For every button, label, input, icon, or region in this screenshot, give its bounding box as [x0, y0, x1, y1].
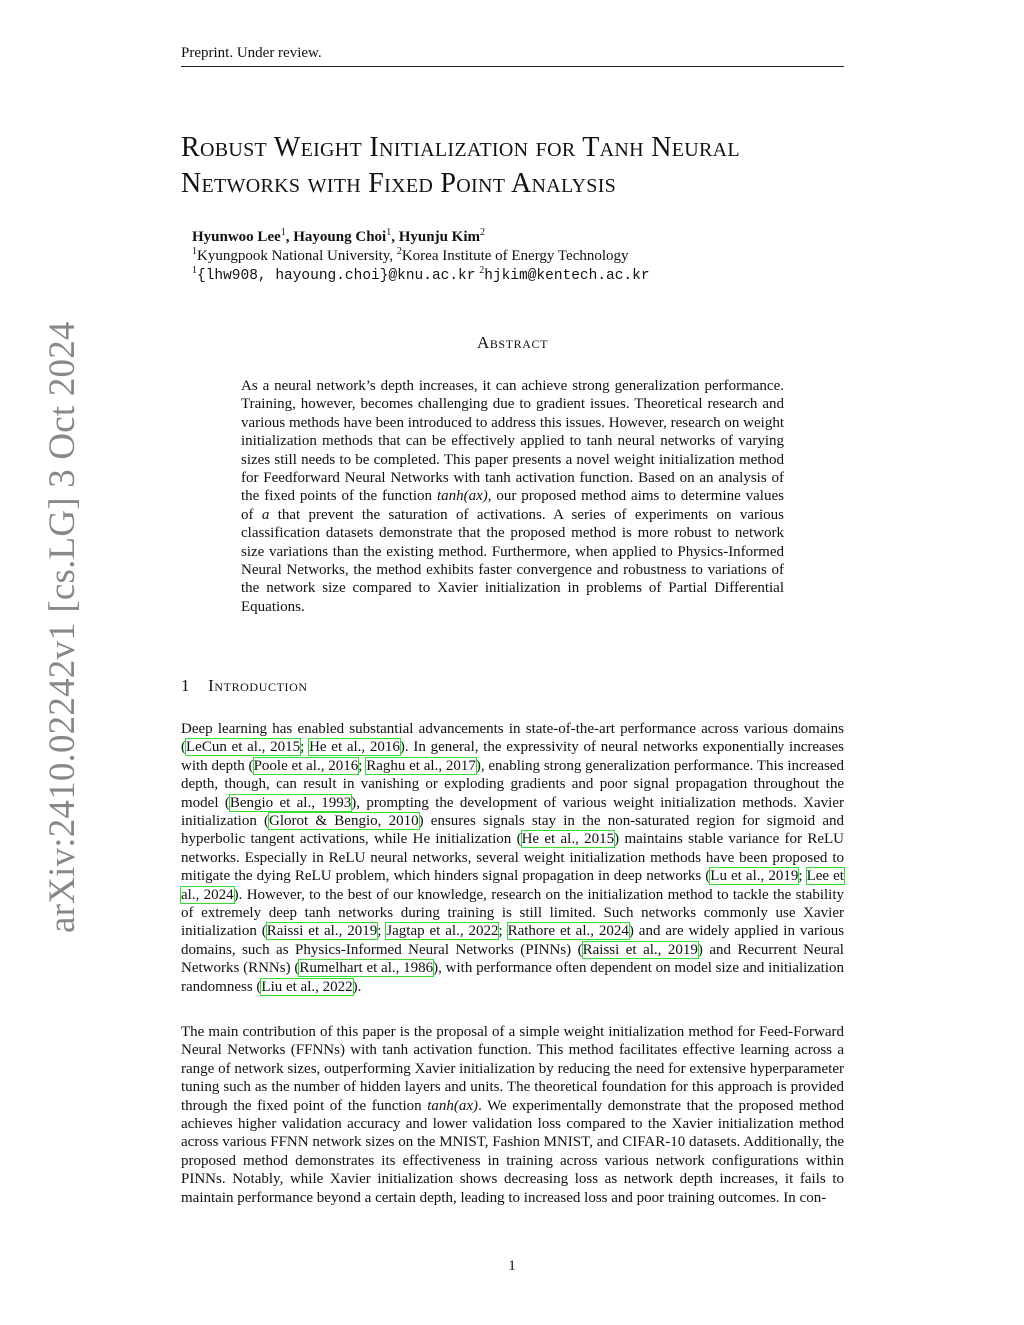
math-tanh-ax: tanh(ax)	[427, 1097, 479, 1114]
author-names: Hyunwoo Lee$^1$, Hayoung Choi$^1$, Hyunju Kim$^2$	[192, 227, 485, 245]
citation-link[interactable]: Lu et al., 2019	[710, 868, 799, 885]
intro-paragraph-1: Deep learning has enabled substantial advancements in state-of-the-art performance across various domains (LeCun et al., 2015; He et al., 2016). In general, the expressivity of neural networks exponentially increases with depth (Poole et al., 2016; Raghu et al., 2017), enabling strong generalization performance. This increased depth, though, can result in vanishing or exploding gradients and poor signal propagation throughout the model (Bengio et al., 1993), prompting the development of various weight initialization methods. Xavier initialization (Glorot & Bengio, 2010) ensures signals stay in the non-saturated region for sigmoid and hyperbolic tangent activations, while He initialization (He et al., 2015) maintains stable variance for ReLU networks. Especially in ReLU neural networks, several weight initialization methods have been proposed to mitigate the dying ReLU problem, which hinders signal propagation in deep networks (Lu et al., 2019; Lee et al., 2024). However, to the best of our knowledge, research on the initialization method to tackle the stability of extremely deep tanh networks during training is still limited. Such networks commonly use Xavier initialization (Raissi et al., 2019; Jagtap et al., 2022; Rathore et al., 2024) and are widely applied in various domains, such as Physics-Informed Neural Networks (PINNs) (Raissi et al., 2019) and Recurrent Neural Networks (RNNs) (Rumelhart et al., 1986), with performance often dependent on model size and initialization randomness (Liu et al., 2022).	[181, 721, 845, 995]
citation-link[interactable]: Raissi et al., 2019	[582, 941, 698, 958]
author-name: Hyunwoo Lee	[192, 229, 281, 245]
email-knu[interactable]: {lhw908, hayoung.choi}@knu.ac.kr	[197, 268, 476, 284]
citation-link[interactable]: Glorot & Bengio, 2010	[269, 813, 419, 830]
math-a: a	[261, 506, 270, 523]
citation-link[interactable]: Rathore et al., 2024	[507, 923, 629, 940]
author-block	[192, 228, 832, 286]
citation-link[interactable]: Bengio et al., 1993	[229, 794, 352, 811]
citation-link[interactable]: Poole et al., 2016	[253, 757, 359, 774]
citation-link[interactable]: He et al., 2016	[309, 739, 400, 756]
section-title: Introduction	[208, 676, 308, 695]
citation-link[interactable]: Raghu et al., 2017	[366, 757, 476, 774]
paper-title: Robust Weight Initialization for Tanh Neural Networks with Fixed Point Analysis	[181, 132, 740, 199]
affiliation-knu: Kyungpook National University,	[197, 248, 397, 264]
citation-link[interactable]: Rumelhart et al., 1986	[299, 960, 434, 977]
section-number: 1	[181, 676, 191, 695]
email-kentech[interactable]: hjkim@kentech.ac.kr	[484, 268, 650, 284]
abstract-text: As a neural network’s depth increases, it can achieve strong generalization performance. Training, however, becomes challenging due to gradient issues. Theoretical research and various methods have been introduced to address this issues. However, research on weight initialization methods that can be effectively applied to tanh neural networks of varying sizes still needs to be completed. This paper presents a novel weight initialization method for Feedforward Neural Networks with tanh activation function. Based on an analysis of the fixed points of the function tanh(ax), our proposed method aims to determine values of a that prevent the saturation of activations. A series of experiments on various classification datasets demonstrate that the proposed method is more robust to network size variations than the existing method. Furthermore, when applied to Physics-Informed Neural Networks, the method exhibits faster convergence and robustness to variations of the network size compared to Xavier initialization in problems of Partial Differential Equations.	[241, 378, 784, 615]
page-number: 1	[508, 1258, 516, 1274]
author-emails: $^1${lhw908, hayoung.choi}@knu.ac.kr $^2$hjkim@kentech.ac.kr	[192, 265, 650, 284]
section-heading-introduction	[181, 676, 308, 696]
citation-link[interactable]: Raissi et al., 2019	[266, 923, 378, 940]
citation-link[interactable]: Lee et al., 2024	[181, 868, 844, 903]
affiliation-kentech: Korea Institute of Energy Technology	[401, 248, 629, 264]
author-affiliations: $^1$Kyungpook National University, $^2$Korea Institute of Energy Technology	[192, 246, 629, 264]
citation-link[interactable]: Jagtap et al., 2022	[386, 923, 499, 940]
citation-link[interactable]: He et al., 2015	[521, 831, 615, 848]
author-name: Hayoung Choi	[293, 229, 387, 245]
abstract-heading: Abstract	[476, 333, 549, 352]
arxiv-identifier-stamp[interactable]: arXiv:2410.02242v1 [cs.LG] 3 Oct 2024	[42, 321, 83, 933]
citation-link[interactable]: Liu et al., 2022	[261, 978, 353, 995]
author-name: Hyunju Kim	[398, 229, 480, 245]
math-tanh-ax: tanh(ax)	[436, 488, 488, 505]
intro-paragraph-2: The main contribution of this paper is the proposal of a simple weight initialization method for Feed-Forward Neural Networks (FFNNs) with tanh activation function. This method facilitates effective learning across a range of network sizes, outperforming Xavier initialization by reducing the need for extensive hyperparameter tuning such as the number of hidden layers and units. The theoretical foundation for this approach is provided through the fixed point of the function tanh(ax). We experimentally demonstrate that the proposed method achieves higher validation accuracy and lower validation loss compared to the Xavier initialization method across various FFNN network sizes on the MNIST, Fashion MNIST, and CIFAR-10 datasets. Additionally, the proposed method demonstrates its effectiveness in training across various network configurations within PINNs. Notably, while Xavier initialization shows decreasing loss as network depth increases, it fails to maintain performance beyond a certain depth, leading to increased loss and poor training outcomes. In con-	[181, 1024, 845, 1206]
citation-link[interactable]: LeCun et al., 2015	[186, 739, 301, 756]
running-header: Preprint. Under review.	[181, 44, 844, 67]
